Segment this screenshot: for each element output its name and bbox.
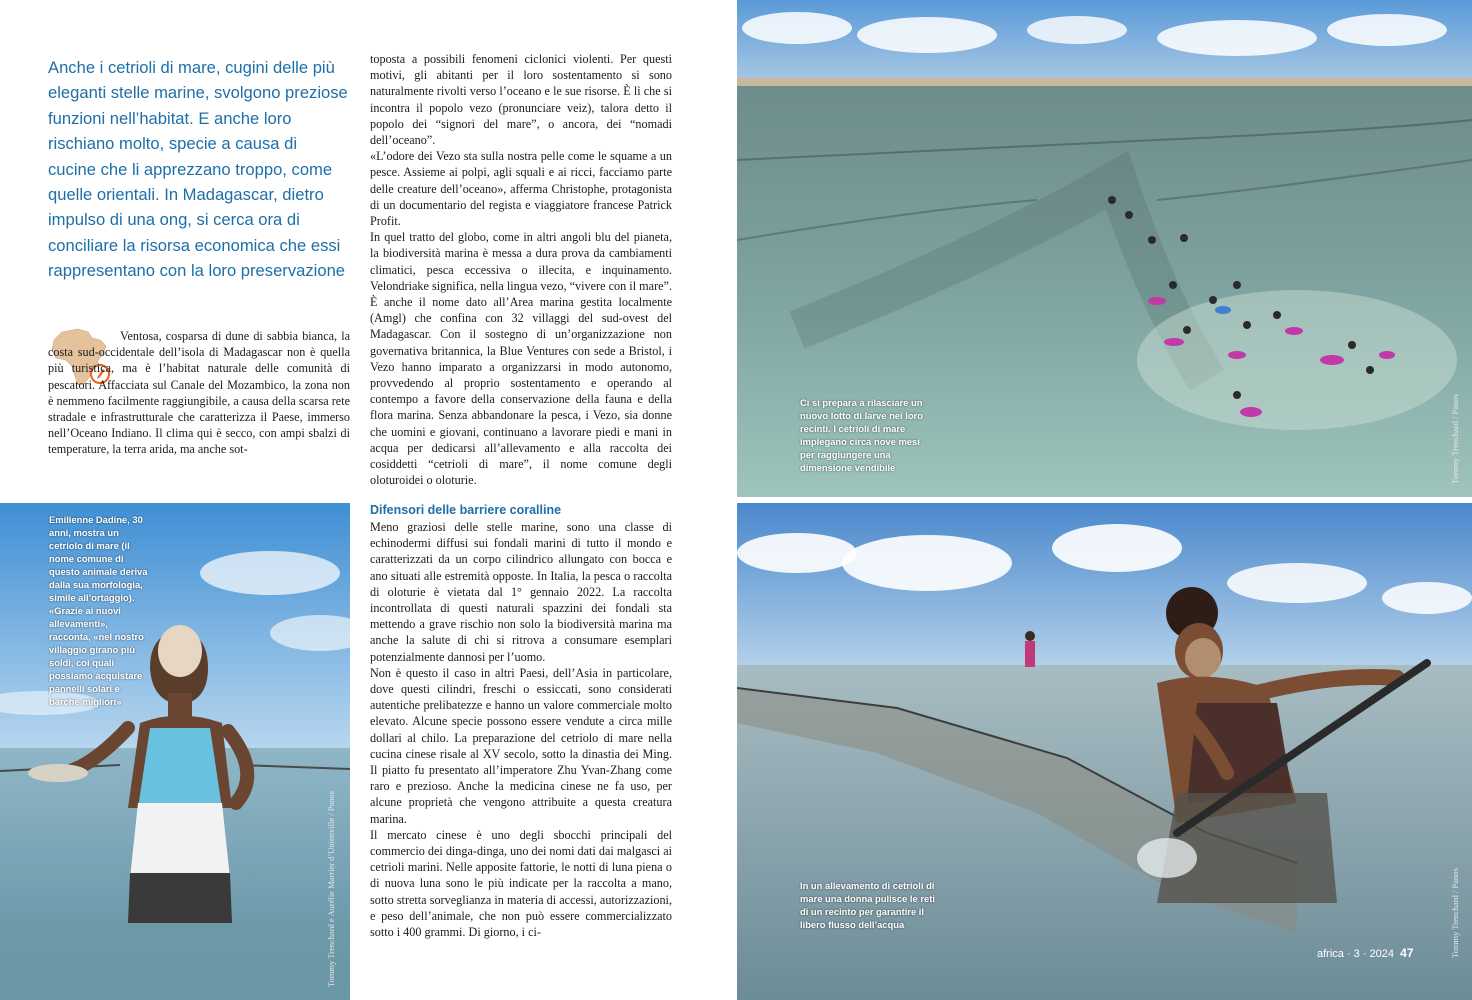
column-two-b-text: Meno graziosi delle stelle marine, sono una classe di echinodermi diffusi sui fondali marini di tutto il mondo e caratterizzati da un corpo cilindrico allungato con bocca e ano situati alle estremità opposte. In Italia, la pesca o raccolta di oloturie è vietata dal 1° gennaio 2022. La raccolta incontrollata di questi naturali spazzini dei fondali sta mettendo a grave rischio non solo la biodiversità marina ma anche la salute di chi si ritrova a consumare esemplari potenzialmente dannosi per l’uomo. Non è questo il caso in altri Paesi, dell’Asia in particolare, dove questi cilindri, freschi o essiccati, sono considerati autentiche prelibatezze e hanno un valore commerciale molto elevato. Alcune specie possono essere vendute a circa mille dollari al chilo. La preparazione del cetriolo di mare nella cucina cinese risale al XV secolo, sotto la dinastia dei Ming. Il piatto fu presentato all’imperatore Zhu Yvan-Zhang come raro e prezioso. Anche la medicina cinese ne fa uso, per alcune proprietà che vengono attribuite a questa creatura marina. Il mercato cinese è uno degli sbocchi principali del commercio dei dinga-dinga, uno dei nomi dati dai malgasci ai cetrioli marini. Nelle apposite fattorie, le notti di luna piena o di nuova luna sono le più indicate per la raccolta a mano, sotto stretta sorveglianza in materia di accessi, autorizzazioni, e peso dell’animale, che non può essere commercializzato sotto i 400 grammi. Di giorno, i ci- [370, 520, 672, 940]
portrait-caption: Emilienne Dadine, 30 anni, mostra un cetriolo di mare (il nome comune di questo animale deriva dalla sua morfologia, simile all’ortaggio). «Grazie ai nuovi allevamenti», racconta, «nel nostro villaggio girano più soldi, coi quali possiamo acquistare pannelli solari e barche migliori» [49, 514, 148, 707]
portrait-photo [0, 503, 350, 1000]
intro-paragraph: Ventosa, cosparsa di dune di sabbia bianca, la costa sud-occidentale dell’isola di Madagascar non è quella più turistica, ma è l’habitat naturale delle comunità di pescatori. Affacciata sul Canale del Mozambico, la zona non è nemmeno facilmente raggiungibile, a causa della scarsa rete stradale e infrastrutturale che caratterizza il Paese, immerso nell’Oceano Indiano. Il clima qui è secco, con ampi sbalzi di temperature, la terra arida, ma anche sot- [48, 329, 350, 457]
cleaning-caption: In un allevamento di cetrioli di mare una donna pulisce le reti di un recinto per garantire il libero flusso dell’acqua [800, 880, 935, 930]
folio [1317, 946, 1414, 960]
column-two-text: toposta a possibili fenomeni ciclonici violenti. Per questi motivi, gli abitanti per il loro sostentamento si sono naturalmente rivolti verso l’oceano e le sue risorse. È lì che si incontra il popolo vezo (pronunciare veiz), talora detto il popolo dei “signori del mare”, o ancora, dei “nomadi dell’oceano”. «L’odore dei Vezo sta sulla nostra pelle come le squame a un pesce. Assieme ai polpi, agli squali e ai ricci, facciamo parte delle creature dell’oceano», afferma Christophe, protagonista di un documentario del regista e viaggiatore francese Patrick Profit. In quel tratto del globo, come in altri angoli blu del pianeta, la biodiversità marina è messa a dura prova da cambiamenti climatici, pesca eccessiva o illecita, e inquinamento. Velondriake significa, nella lingua vezo, “vivere con il mare”. È anche il nome dato all’Area marina gestita localmente (Amgl) che confina con 32 villaggi del sud-ovest del Madagascar. Con il sostegno di un’organizzazione non governativa britannica, la Blue Ventures con sede a Bristol, i Vezo hanno imparato a organizzarsi in modo autonomo, provvedendo al proprio sostentamento e operando al contempo a favore della conservazione della fauna e della flora marina. Senza abbandonare la pesca, i Vezo, sia donne che uomini e giovani, continuano a lavorare piedi e mani in acqua per dedicarsi all’allevamento e alla raccolta dei cosiddetti “cetrioli di mare”, il nome comune degli oloturoidei o oloturie. [370, 52, 672, 488]
portrait-credit: Tommy Trenchard e Aurélie Marrier d’Unienville / Panos [326, 790, 336, 987]
cleaning-photo [737, 503, 1472, 1000]
lead-paragraph: Anche i cetrioli di mare, cugini delle più eleganti stelle marine, svolgono preziose funzioni nell’habitat. E anche loro rischiano molto, specie a causa di cucine che li apprezzano troppo, come quelle orientali. In Madagascar, dietro impulso di una ong, si cerca ora di conciliare la risorsa economica che essi rappresentano con la loro preservazione [48, 58, 348, 281]
aerial-caption: Ci si prepara a rilasciare un nuovo lotto di larve nei loro recinti. I cetrioli di mare impiegano circa nove mesi per raggiungere una dimensione vendibile [800, 397, 923, 473]
aerial-credit: Tommy Trenchard / Panos [1450, 394, 1460, 484]
aerial-photo [737, 0, 1472, 497]
section-subheading: Difensori delle barriere coralline [370, 503, 562, 517]
page-number: 47 [1400, 946, 1414, 960]
cleaning-credit: Tommy Trenchard / Panos [1450, 868, 1460, 958]
magazine-issue: africa · 3 · 2024 [1317, 948, 1395, 960]
